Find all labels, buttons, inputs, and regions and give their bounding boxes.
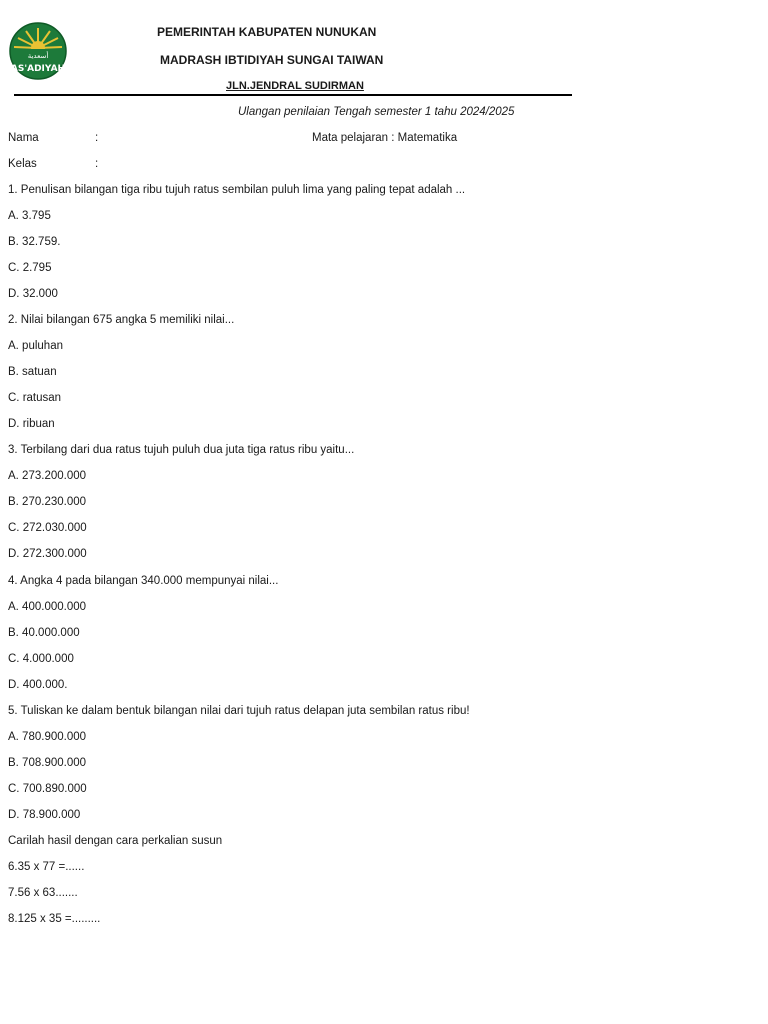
question-line: 7.56 x 63....... — [8, 887, 78, 899]
question-line: 3. Terbilang dari dua ratus tujuh puluh dua juta tiga ratus ribu yaitu... — [8, 444, 355, 456]
school-logo — [8, 22, 68, 80]
option-line: A. 273.200.000 — [8, 470, 87, 482]
question-line: 6.35 x 77 =...... — [8, 861, 85, 873]
question-line: 8.125 x 35 =......... — [8, 913, 101, 925]
question-line: 4. Angka 4 pada bilangan 340.000 mempunyai nilai... — [8, 575, 279, 587]
option-line: B. 32.759. — [8, 236, 61, 248]
question-line: 5. Tuliskan ke dalam bentuk bilangan nilai dari tujuh ratus delapan juta sembilan ratus ribu! — [8, 705, 470, 717]
option-line: A. puluhan — [8, 340, 63, 352]
option-line: D. 78.900.000 — [8, 809, 81, 821]
kelas-colon: : — [95, 158, 99, 170]
option-line: D. ribuan — [8, 418, 55, 430]
option-line: B. 708.900.000 — [8, 757, 87, 769]
nama-label: Nama — [8, 132, 39, 144]
option-line: D. 400.000. — [8, 679, 68, 691]
subject-label: Mata pelajaran : Matematika — [312, 132, 458, 144]
option-line: A. 3.795 — [8, 210, 51, 222]
option-line: C. 700.890.000 — [8, 783, 87, 795]
option-line: A. 400.000.000 — [8, 601, 87, 613]
question-line: 1. Penulisan bilangan tiga ribu tujuh ratus sembilan puluh lima yang paling tepat adalah ... — [8, 184, 466, 196]
instruction-line: Carilah hasil dengan cara perkalian susun — [8, 835, 223, 847]
logo-arabic-text: أسعدية — [27, 52, 49, 60]
kelas-label: Kelas — [8, 158, 37, 170]
option-line: C. 2.795 — [8, 262, 52, 274]
question-line: 2. Nilai bilangan 675 angka 5 memiliki nilai... — [8, 314, 235, 326]
exam-subtitle: Ulangan penilaian Tengah semester 1 tahu 2024/2025 — [238, 106, 515, 118]
option-line: A. 780.900.000 — [8, 731, 87, 743]
nama-colon: : — [95, 132, 99, 144]
header-address: JLN.JENDRAL SUDIRMAN — [226, 80, 364, 92]
option-line: C. 272.030.000 — [8, 522, 87, 534]
option-line: C. ratusan — [8, 392, 62, 404]
header-government: PEMERINTAH KABUPATEN NUNUKAN — [157, 25, 377, 39]
logo-text: AS'ADIYAH — [10, 64, 66, 74]
option-line: B. satuan — [8, 366, 57, 378]
option-line: D. 32.000 — [8, 288, 58, 300]
header-school-name: MADRASH IBTIDIYAH SUNGAI TAIWAN — [160, 53, 384, 67]
option-line: D. 272.300.000 — [8, 548, 87, 560]
option-line: C. 4.000.000 — [8, 653, 74, 665]
option-line: B. 270.230.000 — [8, 496, 87, 508]
option-line: B. 40.000.000 — [8, 627, 80, 639]
header-divider — [14, 94, 572, 96]
